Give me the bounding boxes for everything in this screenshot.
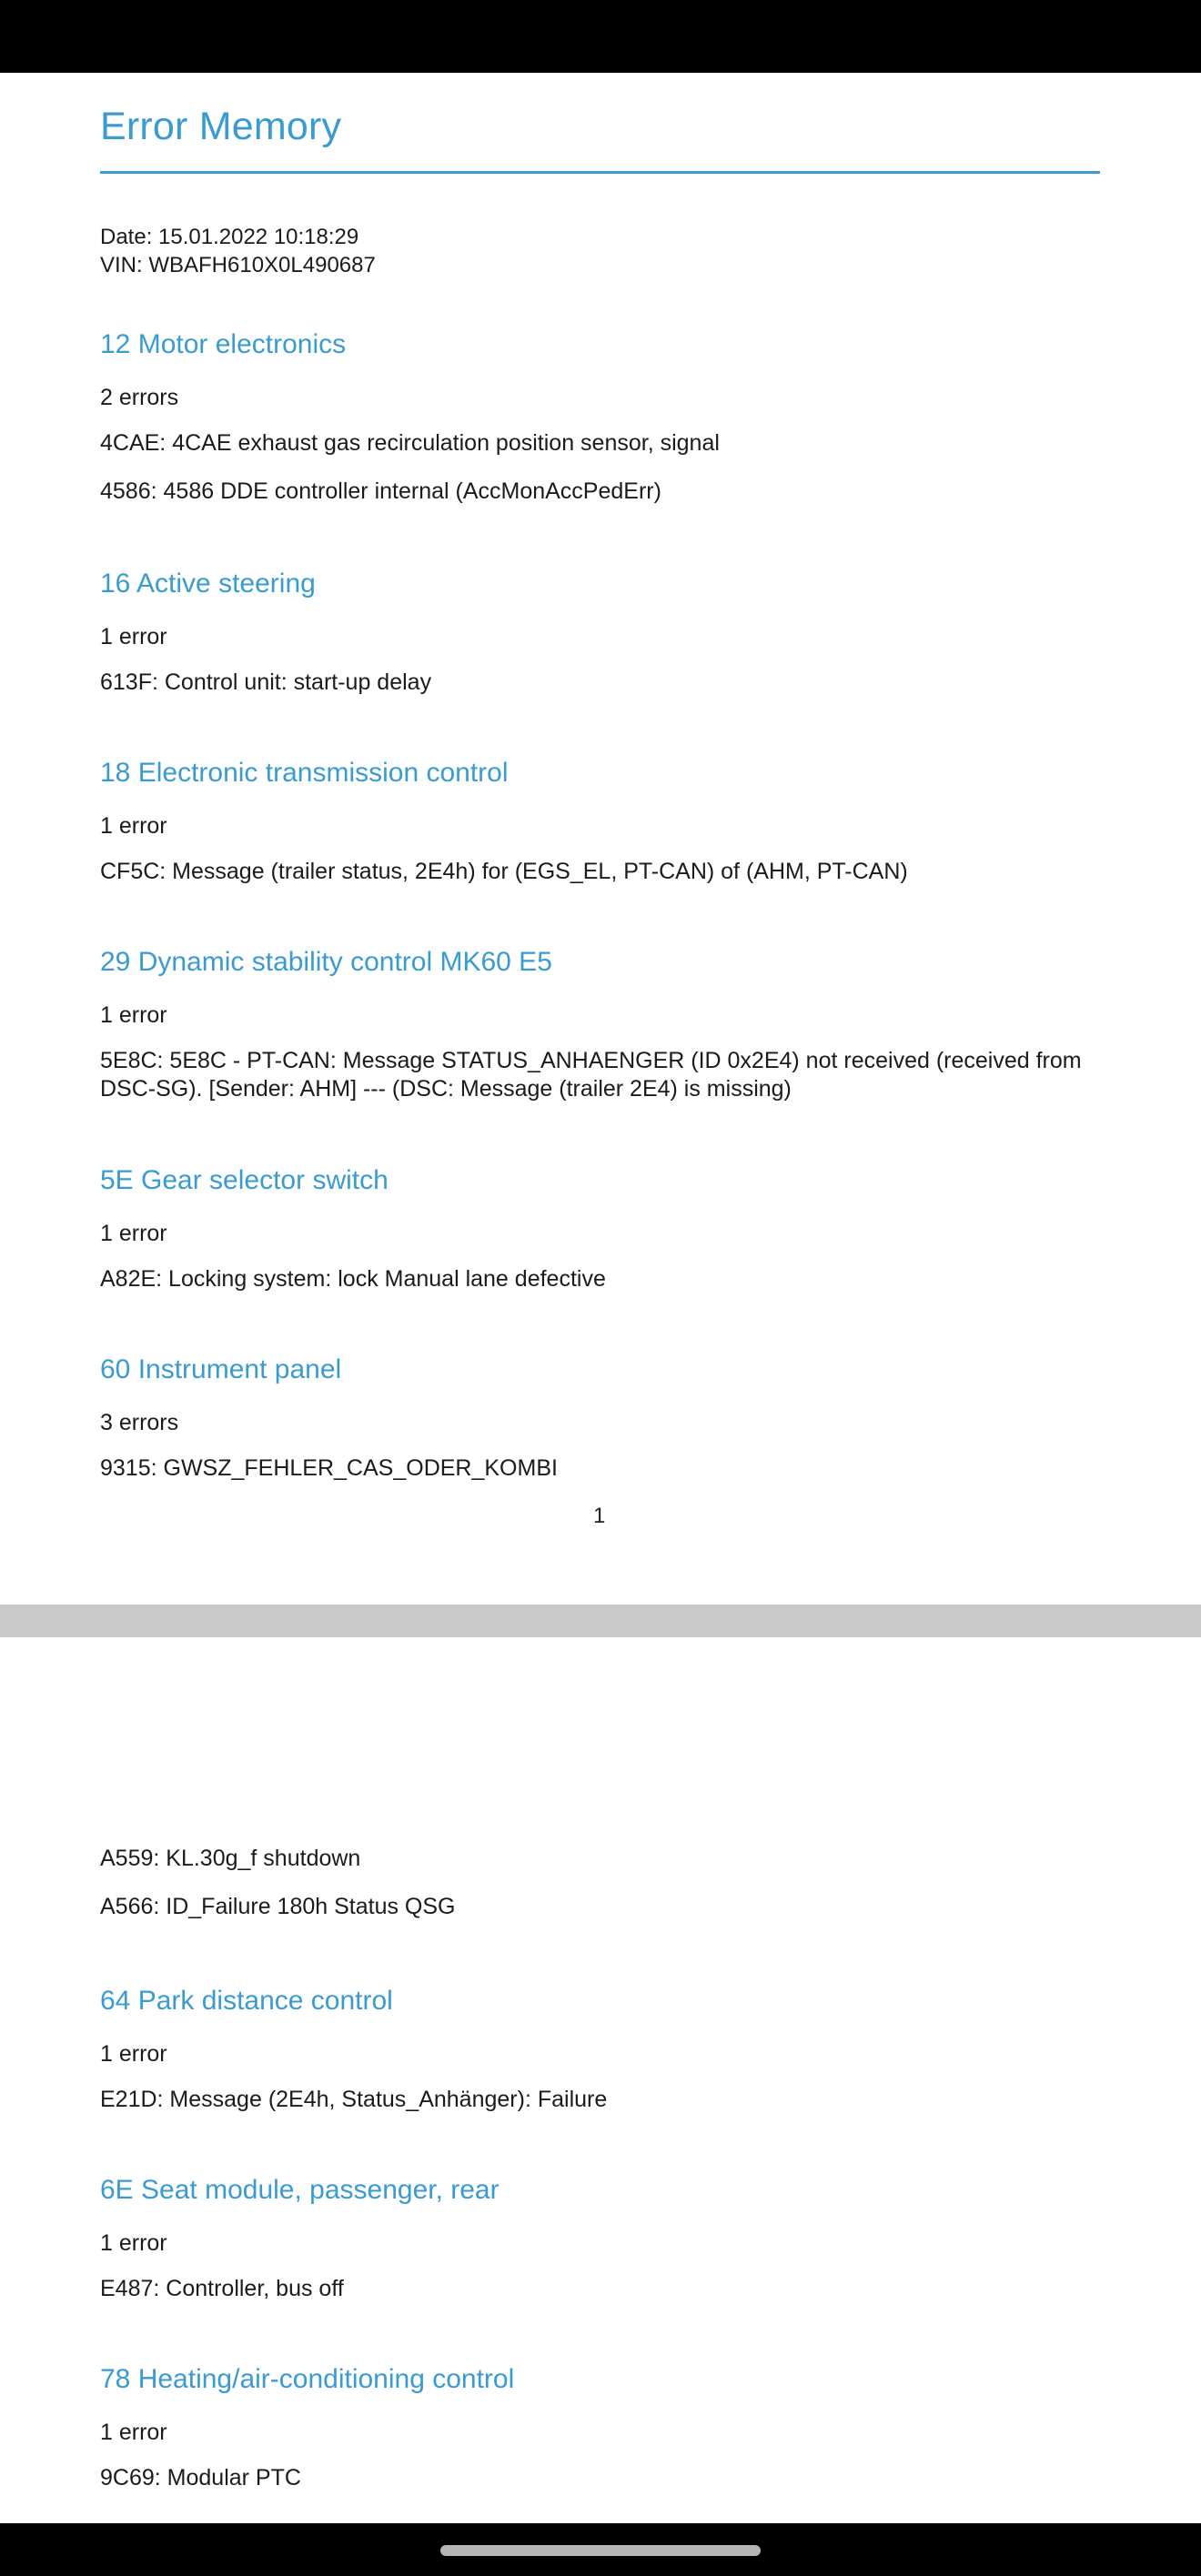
error-entry: 4CAE: 4CAE exhaust gas recirculation position sensor, signal xyxy=(100,430,720,456)
error-count: 1 error xyxy=(100,624,167,649)
error-entry: CF5C: Message (trailer status, 2E4h) for (EGS_EL, PT-CAN) of (AHM, PT-CAN) xyxy=(100,859,908,884)
error-count: 1 error xyxy=(100,813,167,839)
error-entry: A559: KL.30g_f shutdown xyxy=(100,1846,361,1871)
error-count: 1 error xyxy=(100,1221,167,1246)
error-count: 1 error xyxy=(100,2230,167,2256)
error-entry: E21D: Message (2E4h, Status_Anhänger): Failure xyxy=(100,2087,608,2112)
page-number: 1 xyxy=(593,1504,606,1528)
error-entry: 5E8C: 5E8C - PT-CAN: Message STATUS_ANHAENGER (ID 0x2E4) not received (received from DSC-SG). [Sender: AHM] --- (DSC: Message (trailer 2E4) is missing) xyxy=(100,1048,1082,1102)
status-bar xyxy=(0,0,1201,73)
error-entry: 613F: Control unit: start-up delay xyxy=(100,669,432,695)
error-entry: A566: ID_Failure 180h Status QSG xyxy=(100,1894,456,1919)
section-heading: 16 Active steering xyxy=(100,569,316,599)
section-heading: 12 Motor electronics xyxy=(100,329,347,359)
section-heading: 5E Gear selector switch xyxy=(100,1165,389,1195)
section-heading: 18 Electronic transmission control xyxy=(100,758,509,788)
section-heading: 29 Dynamic stability control MK60 E5 xyxy=(100,947,552,977)
document-page-2 xyxy=(0,1637,1201,2523)
document-title: Error Memory xyxy=(100,105,342,148)
report-date: Date: 15.01.2022 10:18:29 xyxy=(100,225,359,249)
error-count: 3 errors xyxy=(100,1410,179,1435)
error-count: 1 error xyxy=(100,1002,167,1028)
error-entry: 9C69: Modular PTC xyxy=(100,2465,301,2490)
error-entry: 9315: GWSZ_FEHLER_CAS_ODER_KOMBI xyxy=(100,1455,558,1481)
section-heading: 6E Seat module, passenger, rear xyxy=(100,2175,500,2205)
title-divider xyxy=(100,171,1100,174)
error-count: 2 errors xyxy=(100,385,179,410)
error-entry: E487: Controller, bus off xyxy=(100,2276,344,2301)
error-count: 1 error xyxy=(100,2041,167,2067)
section-heading: 60 Instrument panel xyxy=(100,1354,342,1384)
document-page-1 xyxy=(0,73,1201,1605)
vehicle-vin: VIN: WBAFH610X0L490687 xyxy=(100,253,376,277)
error-count: 1 error xyxy=(100,2420,167,2445)
home-gesture-handle[interactable] xyxy=(440,2545,761,2556)
error-entry: 4586: 4586 DDE controller internal (AccMonAccPedErr) xyxy=(100,478,661,504)
section-heading: 78 Heating/air-conditioning control xyxy=(100,2364,515,2394)
page-separator xyxy=(0,1605,1201,1637)
error-entry: A82E: Locking system: lock Manual lane defective xyxy=(100,1266,606,1292)
section-heading: 64 Park distance control xyxy=(100,1986,393,2016)
